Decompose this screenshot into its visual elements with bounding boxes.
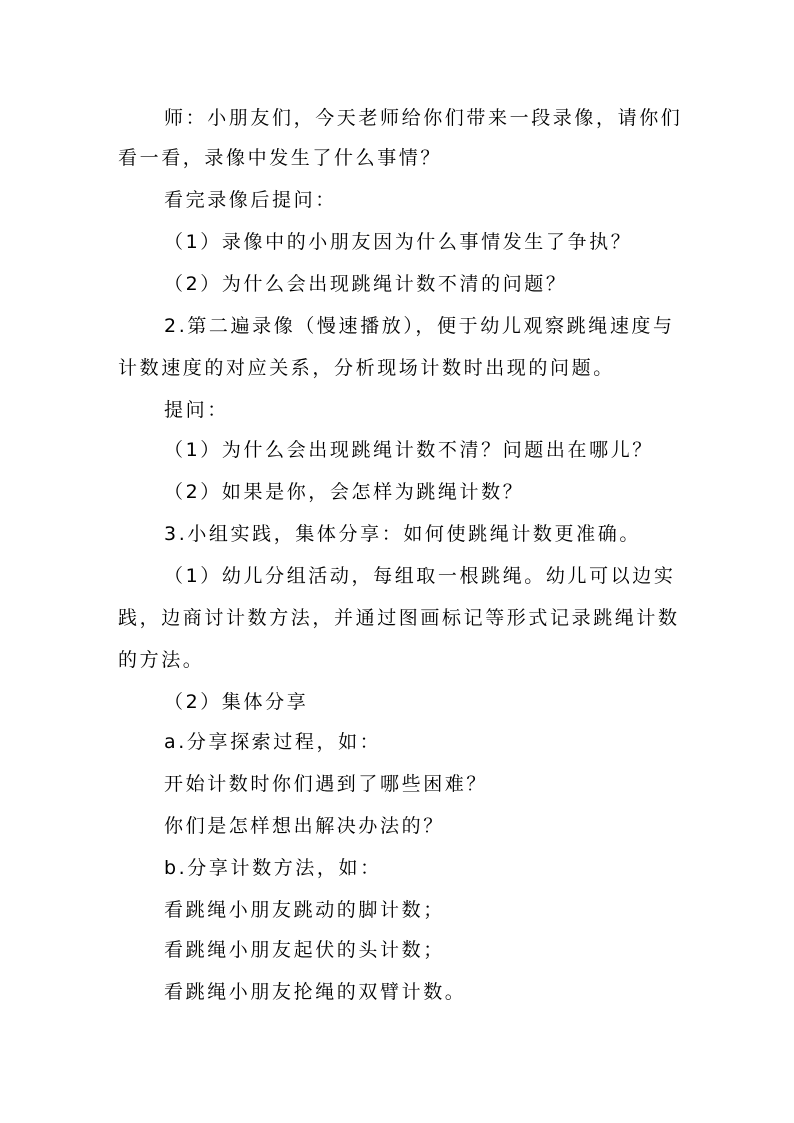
- paragraph-line: 看跳绳小朋友跳动的脚计数；: [164, 899, 445, 921]
- paragraph-line: 看跳绳小朋友抡绳的双臂计数。: [164, 981, 467, 1003]
- paragraph-line: 看一看，录像中发生了什么事情？: [118, 147, 443, 169]
- paragraph-line: 提问：: [164, 399, 229, 421]
- paragraph-line: 师：小朋友们，今天老师给你们带来一段录像，请你们: [164, 107, 683, 129]
- question-line: （1）为什么会出现跳绳计数不清？问题出在哪儿？: [164, 439, 654, 461]
- section-heading-line: 3.小组实践，集体分享：如何使跳绳计数更准确。: [164, 523, 641, 545]
- paragraph-line: b.分享计数方法，如：: [164, 857, 382, 879]
- paragraph-line: 你们是怎样想出解决办法的？: [164, 815, 445, 837]
- paragraph-line: 计数速度的对应关系，分析现场计数时出现的问题。: [118, 357, 615, 379]
- paragraph-line: a.分享探索过程，如：: [164, 731, 382, 753]
- question-line: （2）如果是你，会怎样为跳绳计数？: [164, 481, 525, 503]
- paragraph-line: 开始计数时你们遇到了哪些困难？: [164, 773, 489, 795]
- paragraph-line: 的方法。: [118, 649, 205, 671]
- question-line: （1）录像中的小朋友因为什么事情发生了争执？: [164, 231, 633, 253]
- paragraph-line: 看完录像后提问：: [164, 189, 337, 211]
- paragraph-line: （1）幼儿分组活动，每组取一根跳绳。幼儿可以边实: [164, 565, 676, 587]
- section-heading-line: 2.第二遍录像（慢速播放），便于幼儿观察跳绳速度与: [164, 315, 675, 337]
- paragraph-line: 践，边商讨计数方法，并通过图画标记等形式记录跳绳计数: [118, 607, 680, 629]
- paragraph-line: 看跳绳小朋友起伏的头计数；: [164, 939, 445, 961]
- question-line: （2）为什么会出现跳绳计数不清的问题？: [164, 273, 568, 295]
- paragraph-line: （2）集体分享: [164, 691, 309, 713]
